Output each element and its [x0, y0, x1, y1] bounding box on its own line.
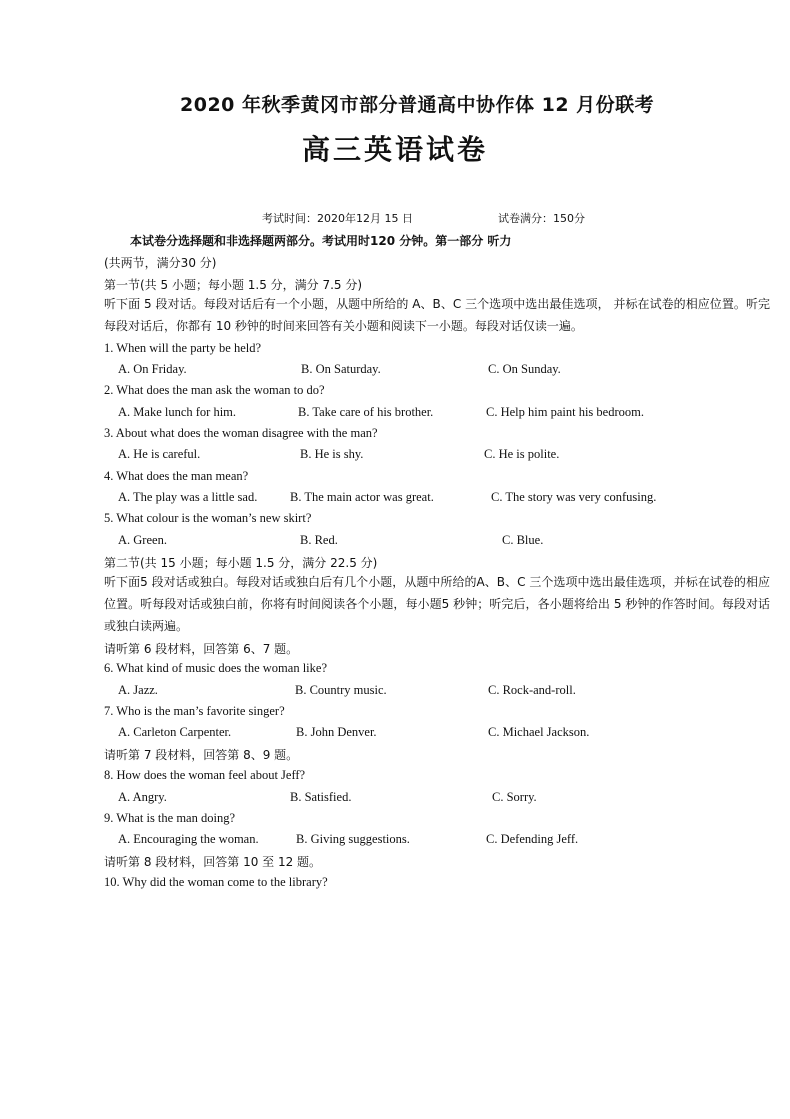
question-1: 1. When will the party be held?	[104, 341, 262, 355]
option-4c: C. The story was very confusing.	[491, 490, 657, 504]
option-6a: A. Jazz.	[118, 683, 158, 697]
option-6c: C. Rock-and-roll.	[488, 683, 576, 697]
section1-heading: 第一节(共 5 小题；每小题 1.5 分，满分 7.5 分)	[104, 278, 363, 292]
option-5c: C. Blue.	[502, 533, 544, 547]
option-1b: B. On Saturday.	[301, 362, 381, 376]
material-7-note: 请听第 7 段材料，回答第 8、9 题。	[104, 748, 299, 762]
exam-subtitle: 高三英语试卷	[301, 133, 488, 166]
option-1a: A. On Friday.	[118, 362, 187, 376]
option-8a: A. Angry.	[118, 790, 167, 804]
option-3c: C. He is polite.	[484, 447, 560, 461]
option-9c: C. Defending Jeff.	[486, 832, 579, 846]
question-3: 3. About what does the woman disagree with the man?	[104, 426, 378, 440]
option-2c: C. Help him paint his bedroom.	[486, 405, 644, 419]
option-5a: A. Green.	[118, 533, 167, 547]
question-4: 4. What does the man mean?	[104, 469, 249, 483]
intro-continued: (共两节，满分30 分)	[104, 256, 217, 270]
option-7b: B. John Denver.	[296, 725, 377, 739]
question-7: 7. Who is the man’s favorite singer?	[104, 704, 285, 718]
option-3a: A. He is careful.	[118, 447, 201, 461]
question-8: 8. How does the woman feel about Jeff?	[104, 768, 306, 782]
question-9: 9. What is the man doing?	[104, 811, 235, 825]
section2-heading: 第二节(共 15 小题；每小题 1.5 分，满分 22.5 分)	[104, 556, 378, 570]
option-4b: B. The main actor was great.	[290, 490, 434, 504]
option-8b: B. Satisfied.	[290, 790, 352, 804]
option-9a: A. Encouraging the woman.	[118, 832, 259, 846]
section1-instructions: 听下面 5 段对话。每段对话后有一个小题，从题中所给的 A、B、C 三个选项中选出最佳选项， 并标在试卷的相应位置。听完每段对话后，你都有 10 秒钟的时间来回答有关小题和阅读下一小题。每段对话仅读一遍。	[104, 297, 770, 333]
full-score: 试卷满分：150分	[498, 212, 585, 225]
option-8c: C. Sorry.	[492, 790, 537, 804]
exam-time: 考试时间：2020年12月 15 日	[262, 212, 413, 225]
option-9b: B. Giving suggestions.	[296, 832, 410, 846]
question-6: 6. What kind of music does the woman like?	[104, 661, 327, 675]
intro-text: 本试卷分选择题和非选择题两部分。考试用时120 分钟。第一部分 听力	[130, 234, 512, 248]
exam-title: 2020 年秋季黄冈市部分普通高中协作体 12 月份联考	[180, 94, 655, 116]
option-2a: A. Make lunch for him.	[118, 405, 237, 419]
option-2b: B. Take care of his brother.	[298, 405, 434, 419]
section2-instructions: 听下面5 段对话或独白。每段对话或独白后有几个小题，从题中所给的A、B、C 三个选项中选出最佳选项，并标在试卷的相应位置。听每段对话或独白前，你将有时间阅读各个小题，每小题5 秒钟；听完后，各小题将给出 5 秒钟的作答时间。每段对话或独白读两遍。	[104, 575, 770, 633]
material-8-note: 请听第 8 段材料，回答第 10 至 12 题。	[104, 855, 322, 869]
option-3b: B. He is shy.	[300, 447, 364, 461]
question-5: 5. What colour is the woman’s new skirt?	[104, 511, 312, 525]
option-7c: C. Michael Jackson.	[488, 725, 590, 739]
option-6b: B. Country music.	[295, 683, 387, 697]
option-5b: B. Red.	[300, 533, 338, 547]
option-7a: A. Carleton Carpenter.	[118, 725, 232, 739]
question-10: 10. Why did the woman come to the library?	[104, 875, 328, 889]
option-4a: A. The play was a little sad.	[118, 490, 258, 504]
option-1c: C. On Sunday.	[488, 362, 561, 376]
question-2: 2. What does the man ask the woman to do?	[104, 383, 325, 397]
material-6-note: 请听第 6 段材料，回答第 6、7 题。	[104, 642, 299, 656]
